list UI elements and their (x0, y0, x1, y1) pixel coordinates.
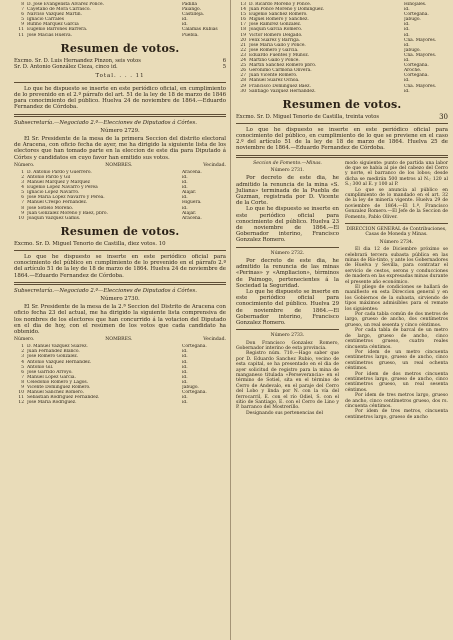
list-row-number: 2 (21, 349, 24, 355)
list-row-name: Antonio Vázquez Hernández. (27, 359, 92, 365)
list-row-place: Paiango. (182, 7, 201, 13)
section-heading: Seccion de Fomento.—Minas. (253, 160, 322, 166)
list-row-name: Eduardo Fuentes y Muñoz. (249, 52, 310, 58)
list-row-name: Eugenio López Navarro y Perea (27, 185, 98, 191)
list-row-place: Cña. Mayores. (404, 83, 437, 89)
list-row-name: Vicente Domínguez Romero. (27, 385, 91, 391)
notice-paragraph: Por idem de tres metros largo, grueso de ancho, cinco centímetros grueso, dos rs. cincuenta céntimos. (345, 393, 448, 409)
list-row-place: Castilleja. (182, 12, 205, 18)
list-row-place: id. (404, 7, 410, 13)
notice-paragraph: Lo que he dispuesto se inserte en este periódico oficial para conocimiento del público, en cumplimiento de lo que se previene en el caso 2.º del artículo 51 de la ley de 18 de marzo de 1864. Huelva 25 de noviembre de 1864.—Eduardo Fernandez de Córdoba. (236, 126, 448, 152)
divider (236, 247, 339, 248)
summary-heading-3: Resumen de votos. (282, 97, 402, 111)
list-row-name: Narciso Vázquez Martín. (27, 12, 82, 18)
table-header-names: NOMBRES. (105, 162, 133, 168)
list-row-name: Juan Fernandez Blanco. (27, 349, 80, 355)
list-row-place: Calamas Rubias (182, 27, 218, 33)
list-row-place: Cortegana. (182, 344, 207, 350)
list-row-place: id. (182, 17, 188, 23)
notice-paragraph: Designando sus pertenencias del (246, 410, 323, 416)
list-row-number: 7 (21, 200, 24, 206)
list-row-place: id. (404, 88, 410, 94)
two-subcolumns (236, 161, 448, 421)
list-row-name: Juan Vicente Romero. (249, 73, 298, 79)
divider (236, 155, 448, 158)
votes-total: Total. . . . 11 (95, 72, 145, 79)
divider (236, 329, 339, 330)
divider (14, 114, 226, 117)
vote-row (236, 114, 448, 120)
list-row-name: Cayetano de Mora Carrasco. (27, 7, 91, 13)
list-row-name: José María Rodríguez. (27, 400, 77, 406)
list-row-place: id. (182, 369, 188, 375)
list-row-place: Aracena. (182, 169, 202, 175)
list-row-place: Alájar. (182, 190, 197, 196)
list-row-name: Manuel Crespo Fernandez. (27, 200, 88, 206)
list-row-number: 17 (240, 22, 246, 28)
list-row-number: 6 (21, 369, 24, 375)
list-row-place: Cña. Mayores. (404, 37, 437, 43)
list-row-place: Puebla. (182, 32, 199, 38)
list-row-name: D. Manuel Vázquez Suarez. (27, 344, 88, 350)
list-row-name: Sebastian Rodríguez Fernandez. (27, 395, 100, 401)
list-row-name: Ignacio López Navarro. (27, 190, 80, 196)
list-row-place: id. (182, 374, 188, 380)
notice-paragraph: Por cada tabla común de dos metros de largo, grueso de ancho, dos centímetros grueso, un real sesenta y cinco céntimos. (345, 312, 448, 328)
table-header-names: NOMBRES. (105, 337, 133, 343)
notice-number: Número 2731. (270, 167, 305, 173)
list-row-number: 22 (240, 47, 246, 53)
list-row-place: id. (404, 27, 410, 33)
notice-paragraph: El Sr. Presidente de la mesa de la 2.ª Seccion del Distrito de Aracena con oficio fecha 23 del actual, me ha dirigido la siguiente lista comprensiva de los nombres de los electores que han concurrido á la votacion del Diputado en el dia de hoy, con el resúmen de los votos que cada candidato ha obtenido. (14, 304, 226, 336)
list-row-number: 11 (18, 395, 24, 401)
notice-paragraph: Lo que he dispuesto se inserte en este periódico oficial para conocimiento del público en cumplimiento de lo prevenido en el párrafo 2.º del artículo 51 de la ley de 18 de marzo de 1864. Huelva 24 de noviembre de 1864.—Eduardo Fernandez de Córdoba. (14, 254, 226, 279)
list-row-number: 4 (21, 359, 24, 365)
list-row-place: id. (182, 349, 188, 355)
vote-num: 6 (222, 57, 226, 64)
list-row-place: id. (404, 22, 410, 28)
list-row-number: 16 (240, 17, 246, 23)
list-row-name: D. José Evangelista Álvarez Ponce. (27, 2, 104, 7)
notice-paragraph: El dia 12 de Diciembre próximo se celebrará tercera subasta pública en las minas de Río-tinto, y ante los Gobernadores de Huelva y Sevilla, para contratar el servicio de cestos, serons y conducciones de madera en las expresadas minas durante el presente año económico. (345, 247, 448, 285)
vote-row (14, 64, 226, 70)
notice-number: Número 2729. (100, 127, 140, 134)
list-row-name: José Romero y García. (249, 47, 299, 53)
list-row-number: 11 (18, 27, 24, 33)
vote-num: 30 (439, 112, 448, 121)
list-row-number: 5 (21, 17, 24, 23)
divider (345, 223, 448, 224)
list-row-place: id. (182, 400, 188, 406)
notice-number: Número 2732. (270, 250, 305, 256)
list-row-number: 25 (240, 63, 246, 69)
list-row-number: 13 (240, 2, 246, 7)
list-row-number: 11 (18, 32, 24, 38)
list-row-number: 5 (21, 364, 24, 370)
column-divider (230, 0, 231, 640)
list-row-place: id. (404, 78, 410, 84)
list-row (236, 89, 448, 94)
notice-paragraph: El pliego de condiciones se hallará de manifiesto en esta Direccion general y en los Gobiernos de la subasta, sirviendo de tipos máximos admisibles para el remate los siguientes: (345, 285, 448, 312)
notice-paragraph: Por idem de tres metros, cincuenta centímetros largo, grueso de ancho (345, 409, 448, 420)
list-row (14, 400, 226, 405)
list-row-number: 27 (240, 73, 246, 79)
section-heading: Subsecretaría.—Negociado 2.º—Elecciones de Diputados á Córtes. (14, 287, 197, 294)
subcolumn-right (345, 161, 448, 421)
list-row-place: id. (182, 180, 188, 186)
list-row-name: José Garrido Arroyo. (27, 369, 73, 375)
list-row-place: id. (182, 22, 188, 28)
list-row-place: Cortegana. (404, 73, 429, 79)
list-row-place: id. (182, 379, 188, 385)
left-column (14, 2, 226, 405)
list-row-name: Martin Sanchez Romero pbro. (249, 63, 317, 69)
table-header-place: Vecindad. (203, 162, 226, 168)
list-row-name: D. Antonio Pardo y Guerrero. (27, 169, 92, 175)
notice-paragraph: Por decreto de este dia, he admitido la renuncia de las minas «Perinas» y «Ampliacion», términos de Paimogo, pertenecientes á la Sociedad la Seguridad. (236, 257, 339, 289)
notice-paragraph: Lo que se anuncia al público en cumplimiento de lo mandado en el art. 32 de la ley de minería vigente. Huelva 29 de noviembre de 1864.—El 1.º, Francisco Gonzalez Romero.—El Jefe de la Seccion de Fomento, Pablo Oliver. (345, 187, 448, 220)
section-heading: DIRECCION GENERAL de Contribuciones, Casas de Moneda y Minas. (346, 226, 447, 238)
list-row-place: id. (182, 185, 188, 191)
list-row-number: 19 (240, 32, 246, 38)
list-row-place: Jabugo. (404, 17, 421, 23)
list-row-number: 12 (18, 400, 24, 406)
list-row-name: Gerónimo Carmona Olivera. (249, 68, 312, 74)
notice-paragraph: Registro núm. 710.—Hago saber que por D. Eduardo Sanchez Rubio, vecino de esta capital, se ha presentado en el dia de ayer solicitud de registro para la mina de manganeso titulada «Perseverancia» en el término de Sotiel, sita en el término de Cerro de Andevalo, en el paraje del Cerro del Lobo y linda por N. con la vía del ferrocarril, E. con el río Odiel, S. con el sitio de Santiago, E. con el Cerro de Lino y P. barranco del Mostrerillo. (236, 351, 339, 411)
list-row-place: id. (182, 354, 188, 360)
list-row-name: Joaquín Vázquez Gamis. (27, 215, 81, 221)
list-row-place: id. (404, 58, 410, 64)
notice-paragraph: Por cada tabla de barcal de un metro de largo, grueso de ancho, cinco centímetros grueso, cuatro reales cincuenta céntimos. (345, 328, 448, 350)
list-row-number: 3 (21, 354, 24, 360)
list-row-name: Victor Romero Delgado. (249, 32, 303, 38)
list-row-place: Higuera. (182, 200, 202, 206)
list-row-number: 15 (240, 12, 246, 18)
vote-num: 5 (222, 63, 226, 70)
notice-paragraph: Por idem de un metro cincuenta centímetros largo, grueso de ancho, cinco centímetros grueso, un real ochenta céntimos. (345, 349, 448, 372)
vote-text: Excmo. Sr. D. Luis Hernandez Pinzon, seis votos (14, 57, 141, 64)
summary-heading-2: Resumen de votos. (60, 224, 180, 238)
list-row-number: 4 (21, 185, 24, 191)
divider (14, 250, 226, 251)
list-row-place: Jabugo. (182, 385, 199, 391)
divider (14, 82, 226, 83)
notice-paragraph: Por decreto de este dia, he admitido la renuncia de la mina «S. Juliana» terminada de la Puebla de Guzman, registrada por D. Vicente de la Corte. (236, 175, 339, 207)
list-row (14, 33, 226, 38)
list-row-number: 5 (21, 190, 24, 196)
list-row-name: D. Ricardo Moreno y Ponce. (249, 2, 312, 7)
list-row-name: José María Gallo y Ponce. (249, 42, 306, 48)
list-row-name: José Macias Huelva. (27, 32, 73, 38)
list-row-place: Alájar. (182, 210, 197, 216)
list-row-place: id. (182, 174, 188, 180)
list-row-number: 28 (240, 78, 246, 84)
list-row-number: 18 (240, 27, 246, 33)
list-row-name: Francisco Dominguez Baez. (249, 83, 311, 89)
table-header-place: Vecindad. (203, 337, 226, 343)
list-row-name: Santiago Vázquez Hernandez. (249, 88, 316, 94)
list-row-number: 6 (21, 195, 24, 201)
list-row-number: 2 (21, 174, 24, 180)
list-row-name: Martino Gallo y Ponce. (249, 58, 300, 64)
list-row-place: Cortegana. (404, 12, 429, 18)
list-row-place: id. (404, 42, 410, 48)
notice-paragraph: Lo que he dispuesto se inserte en este periódico oficial para conocimiento del público. Huelva 29 de noviembre de 1864.—El Gobernador interino, Francisco Gonzalez Romero. (236, 288, 339, 326)
list-row-name: Manuel Sanchez Romero. (27, 390, 84, 396)
vote-text: Sr. D. Antonio González Cieza, cinco id. (14, 63, 118, 70)
section-heading: Subsecretaría.—Negociado 2.º—Elecciones de Diputados á Córtes. (14, 119, 197, 126)
table-header (14, 163, 226, 168)
list-row-place: id. (182, 395, 188, 401)
right-column (236, 2, 448, 420)
list-row-name: José Sotlelo Moreno. (27, 205, 74, 211)
list-row-number: 7 (21, 7, 24, 13)
list-row-place: id. (182, 195, 188, 201)
vote-text: Excmo. Sr. D. Miguel Tenorio de Castilla, treinta votos (236, 113, 380, 120)
list-row-name: José María López Navarro y Perea. (27, 195, 105, 201)
list-row-number: 8 (21, 379, 24, 385)
votes-summary-1 (14, 58, 226, 79)
list-row-name: José Romero González. (27, 354, 79, 360)
list-row-place: Padilla (182, 2, 198, 7)
vote-line: Excmo. Sr. D. Miguel Tenorio de Castilla, diez votos. 10 (14, 240, 166, 247)
notice-paragraph: El Sr. Presidente de la mesa de la primera Seccion del distrito electoral de Aracena, con oficio fecha de ayer, me ha dirigido la siguiente lista de los electores que han tomado parte en la eleccion de este dia para Diputado á Córtes y candidatos en cuyo favor han emitido sus votos. (14, 136, 226, 161)
list-row-place: id. (182, 359, 188, 365)
list-row-name: Juan Ponce Moreno y Domínguez. (249, 7, 325, 13)
list-row-number: 8 (21, 2, 24, 7)
divider (14, 282, 226, 285)
list-row-number: 9 (21, 210, 24, 216)
list-row-place: Aroche. (404, 68, 422, 74)
list-row-place: Aracena. (182, 215, 202, 221)
list-row-name: Joaquín García Romero. (249, 27, 303, 33)
list-row-number: 21 (240, 42, 246, 48)
list-row-number: 9 (21, 385, 24, 391)
list-row-number: 30 (240, 88, 246, 94)
list-row-number: 29 (240, 83, 246, 89)
list-row-number: 3 (21, 180, 24, 186)
notice-number: Número 2733. (270, 333, 305, 339)
list-row-place: id. (182, 364, 188, 370)
subcolumn-left (236, 161, 339, 421)
list-row-name: Eugenio Sanchez Romero. (249, 12, 308, 18)
list-row-name: Miguel Romero y Sanchez. (249, 17, 309, 23)
list-row (14, 216, 226, 221)
list-row-number: 24 (240, 58, 246, 64)
list-row-number: 7 (21, 374, 24, 380)
list-row-place: id. (182, 205, 188, 211)
summary-heading-1: Resumen de votos. (60, 41, 180, 55)
list-row-name: José Ramírez González. (249, 22, 302, 28)
table-header-num: Número. (14, 337, 35, 343)
notice-number: Número 2734. (379, 239, 414, 245)
table-header (14, 337, 226, 342)
list-row-name: Manuel Lopez García. (27, 374, 76, 380)
list-row-number: 1 (21, 344, 24, 350)
elector-list-top-right (236, 2, 448, 94)
list-row-number: 6 (21, 12, 24, 18)
list-row-name: Félix Suarez y Barriga. (249, 37, 301, 43)
notice-number: Número 2730. (100, 296, 140, 303)
notice-paragraph: modo siguiente: punto de partida una labor de que se había al pie del cabezo del Cerro y norte, el barranco de los lobos; desde dicha se medirán 500 metros al N.; 120 al S.; 300 al E. y 100 al P. (345, 160, 448, 188)
elector-list-top-left (14, 2, 226, 38)
list-row-name: Juan González Moreno y Báez, pbro. (27, 210, 108, 216)
list-row-name: Rufino Márquez García (27, 22, 79, 28)
list-row-name: Manuel Marquez y Marquez (27, 180, 90, 186)
list-row-name: Eugenio Barrones Barrera. (27, 27, 88, 33)
list-row-name: Antonio Pardo y Gil (27, 174, 71, 180)
list-row-number: 20 (240, 37, 246, 43)
elector-table-1 (14, 170, 226, 221)
elector-table-2 (14, 344, 226, 405)
list-row-name: Celedonio Romero y Lagos. (27, 379, 89, 385)
notice-paragraph: Lo que he dispuesto se inserte en este periódico oficial, en cumplimiento de lo prevenido en el 2.º párrafo del art. 51 de la ley de 18 de marzo de 1846 para conocimiento del público. Huelva 24 de noviembre de 1864.—Eduardo Fernandez de Córdoba. (14, 85, 226, 111)
divider (236, 123, 448, 124)
list-row-place: Cña. Mayores. (404, 52, 437, 58)
notice-paragraph: Don Francisco Gonzalez Romero, Gobernador interino de esta provincia. (236, 340, 339, 351)
notice-paragraph: Por idem de dos metros cincuenta centímetros largo, grueso de ancho, cinco centímetros grueso, un real sesenta céntimos. (345, 371, 448, 393)
list-row-number: 26 (240, 68, 246, 74)
list-row-name: Antonio Gil. (27, 364, 54, 370)
list-row-place: Cortegana. (404, 63, 429, 69)
list-row-place: Hinojales. (404, 2, 427, 7)
list-row-number: 9 (21, 22, 24, 28)
notice-paragraph: Lo que he dispuesto se inserte en este periódico oficial para conocimiento del público. Huelva 23 de noviembre de 1864.—El Gobernador interino, Francisco Gonzalez Romero. (236, 206, 339, 244)
list-row-number: 14 (240, 7, 246, 13)
list-row-number: 23 (240, 52, 246, 58)
list-row-name: Manuel Suárez Ochoa. (249, 78, 300, 84)
list-row-place: id. (404, 32, 410, 38)
table-header-num: Número. (14, 162, 35, 168)
list-row-number: 8 (21, 205, 24, 211)
list-row-number: 10 (18, 215, 24, 221)
list-row-place: Jabugo. (404, 47, 421, 53)
list-row-name: Ignacio Carrales (27, 17, 64, 23)
list-row-place: Cortegana. (182, 390, 207, 396)
list-row-number: 1 (21, 169, 24, 175)
list-row-number: 10 (18, 390, 24, 396)
